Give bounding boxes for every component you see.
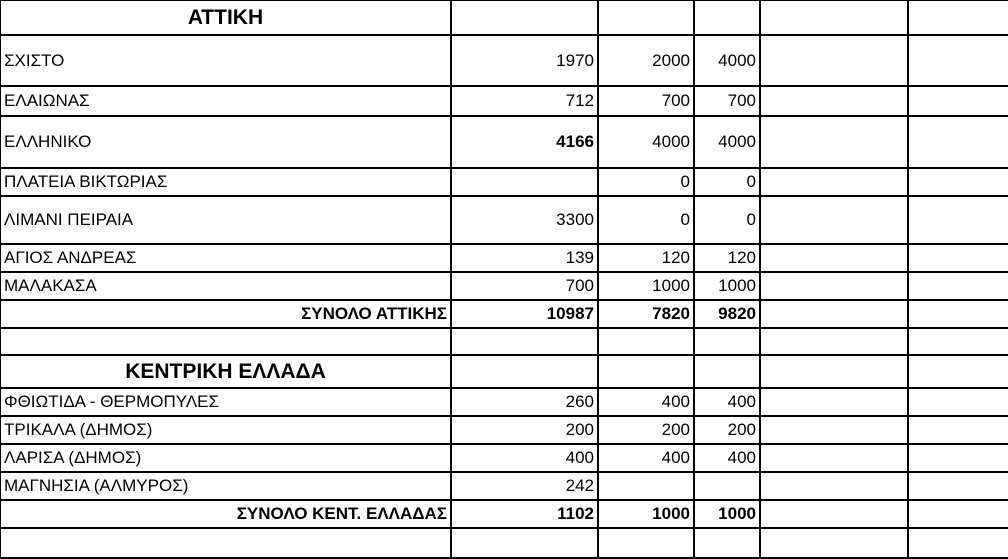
value-cell-1[interactable]: 400 — [451, 444, 598, 472]
cell[interactable] — [598, 0, 694, 35]
cell[interactable] — [760, 472, 908, 500]
table-row — [0, 444, 1008, 472]
value-cell-2[interactable]: 200 — [598, 416, 694, 444]
cell[interactable] — [908, 500, 1008, 528]
cell[interactable] — [760, 35, 908, 86]
table-row — [0, 472, 1008, 500]
cell[interactable] — [694, 328, 760, 355]
value-cell-2[interactable]: 4000 — [598, 116, 694, 168]
row-name-cell[interactable]: ΜΑΛΑΚΑΣΑ — [0, 272, 451, 300]
row-name-cell[interactable]: ΜΑΓΝΗΣΙΑ (ΑΛΜΥΡΟΣ) — [0, 472, 451, 500]
cell[interactable] — [694, 0, 760, 35]
value-cell-2[interactable]: 700 — [598, 86, 694, 116]
row-name-cell[interactable]: ΤΡΙΚΑΛΑ (ΔΗΜΟΣ) — [0, 416, 451, 444]
value-cell-2[interactable] — [598, 472, 694, 500]
cell[interactable] — [908, 272, 1008, 300]
row-name-cell[interactable]: ΠΛΑΤΕΙΑ ΒΙΚΤΩΡΙΑΣ — [0, 168, 451, 196]
total-value-cell-3[interactable]: 9820 — [694, 300, 760, 328]
table-row — [0, 272, 1008, 300]
cell[interactable] — [908, 416, 1008, 444]
cell[interactable] — [908, 472, 1008, 500]
cell[interactable] — [908, 86, 1008, 116]
cell[interactable] — [760, 168, 908, 196]
value-cell-3[interactable]: 200 — [694, 416, 760, 444]
total-value-cell-2[interactable]: 7820 — [598, 300, 694, 328]
value-cell-3[interactable]: 0 — [694, 168, 760, 196]
value-cell-1[interactable] — [451, 168, 598, 196]
section-title[interactable]: ΑΤΤΙΚΗ — [0, 0, 451, 35]
value-cell-1[interactable]: 4166 — [451, 116, 598, 168]
row-name-cell[interactable]: ΑΓΙΟΣ ΑΝΔΡΕΑΣ — [0, 244, 451, 272]
total-row — [0, 500, 1008, 528]
total-label-cell[interactable]: ΣΥΝΟΛΟ ΑΤΤΙΚΗΣ — [0, 300, 451, 328]
cell[interactable] — [694, 528, 760, 558]
cell[interactable] — [908, 35, 1008, 86]
value-cell-2[interactable]: 1000 — [598, 272, 694, 300]
section-header-row — [0, 0, 1008, 35]
value-cell-1[interactable]: 200 — [451, 416, 598, 444]
cell[interactable] — [760, 388, 908, 416]
cell[interactable] — [760, 116, 908, 168]
table-row — [0, 416, 1008, 444]
cell[interactable] — [908, 0, 1008, 35]
cell[interactable] — [760, 0, 908, 35]
value-cell-2[interactable]: 2000 — [598, 35, 694, 86]
cell[interactable] — [908, 244, 1008, 272]
value-cell-2[interactable]: 400 — [598, 388, 694, 416]
cell[interactable] — [760, 528, 908, 558]
table-row — [0, 116, 1008, 168]
value-cell-3[interactable]: 400 — [694, 388, 760, 416]
value-cell-1[interactable]: 1970 — [451, 35, 598, 86]
value-cell-3[interactable]: 0 — [694, 196, 760, 244]
cell[interactable] — [908, 444, 1008, 472]
cell[interactable] — [451, 0, 598, 35]
section-title[interactable]: ΚΕΝΤΡΙΚΗ ΕΛΛΑΔΑ — [0, 355, 451, 388]
value-cell-1[interactable]: 260 — [451, 388, 598, 416]
value-cell-3[interactable]: 700 — [694, 86, 760, 116]
cell[interactable] — [598, 328, 694, 355]
total-value-cell-3[interactable]: 1000 — [694, 500, 760, 528]
cell[interactable] — [760, 500, 908, 528]
row-name-cell[interactable]: ΕΛΑΙΩΝΑΣ — [0, 86, 451, 116]
value-cell-3[interactable]: 400 — [694, 444, 760, 472]
row-name-cell[interactable]: ΦΘΙΩΤΙΔΑ - ΘΕΡΜΟΠΥΛΕΣ — [0, 388, 451, 416]
cell[interactable] — [908, 116, 1008, 168]
total-label-cell[interactable]: ΣΥΝΟΛΟ ΚΕΝΤ. ΕΛΛΑΔΑΣ — [0, 500, 451, 528]
value-cell-2[interactable]: 0 — [598, 168, 694, 196]
cell[interactable] — [908, 528, 1008, 558]
table-row — [0, 86, 1008, 116]
cell[interactable] — [760, 244, 908, 272]
cell[interactable] — [760, 328, 908, 355]
cell[interactable] — [0, 528, 451, 558]
cell[interactable] — [760, 300, 908, 328]
cell[interactable] — [451, 528, 598, 558]
total-value-cell-1[interactable]: 10987 — [451, 300, 598, 328]
table-row — [0, 196, 1008, 244]
cell[interactable] — [760, 86, 908, 116]
cell[interactable] — [598, 355, 694, 388]
value-cell-1[interactable]: 712 — [451, 86, 598, 116]
cell[interactable] — [760, 272, 908, 300]
table-row — [0, 244, 1008, 272]
table-row — [0, 35, 1008, 86]
cell[interactable] — [908, 355, 1008, 388]
value-cell-2[interactable]: 0 — [598, 196, 694, 244]
cell[interactable] — [760, 444, 908, 472]
value-cell-1[interactable]: 700 — [451, 272, 598, 300]
cell[interactable] — [694, 355, 760, 388]
table-row — [0, 168, 1008, 196]
section-header-row — [0, 355, 1008, 388]
value-cell-3[interactable]: 4000 — [694, 116, 760, 168]
cell[interactable] — [908, 196, 1008, 244]
value-cell-3[interactable]: 1000 — [694, 272, 760, 300]
cell[interactable] — [908, 300, 1008, 328]
cell[interactable] — [451, 355, 598, 388]
cell[interactable] — [760, 355, 908, 388]
value-cell-1[interactable]: 3300 — [451, 196, 598, 244]
cell[interactable] — [451, 328, 598, 355]
cell[interactable] — [908, 168, 1008, 196]
value-cell-3[interactable]: 120 — [694, 244, 760, 272]
value-cell-1[interactable]: 139 — [451, 244, 598, 272]
cell[interactable] — [908, 328, 1008, 355]
table-row — [0, 388, 1008, 416]
value-cell-2[interactable]: 400 — [598, 444, 694, 472]
row-name-cell[interactable]: ΛΙΜΑΝΙ ΠΕΙΡΑΙΑ — [0, 196, 451, 244]
cell[interactable] — [760, 416, 908, 444]
row-name-cell[interactable]: ΛΑΡΙΣΑ (ΔΗΜΟΣ) — [0, 444, 451, 472]
row-name-cell[interactable]: ΕΛΛΗΝΙΚΟ — [0, 116, 451, 168]
value-cell-3[interactable] — [694, 472, 760, 500]
empty-row — [0, 328, 1008, 355]
value-cell-3[interactable]: 4000 — [694, 35, 760, 86]
value-cell-1[interactable]: 242 — [451, 472, 598, 500]
cell[interactable] — [0, 328, 451, 355]
cell[interactable] — [760, 196, 908, 244]
row-name-cell[interactable]: ΣΧΙΣΤΟ — [0, 35, 451, 86]
total-row — [0, 300, 1008, 328]
empty-row — [0, 528, 1008, 558]
value-cell-2[interactable]: 120 — [598, 244, 694, 272]
cell[interactable] — [598, 528, 694, 558]
cell[interactable] — [908, 388, 1008, 416]
total-value-cell-1[interactable]: 1102 — [451, 500, 598, 528]
total-value-cell-2[interactable]: 1000 — [598, 500, 694, 528]
